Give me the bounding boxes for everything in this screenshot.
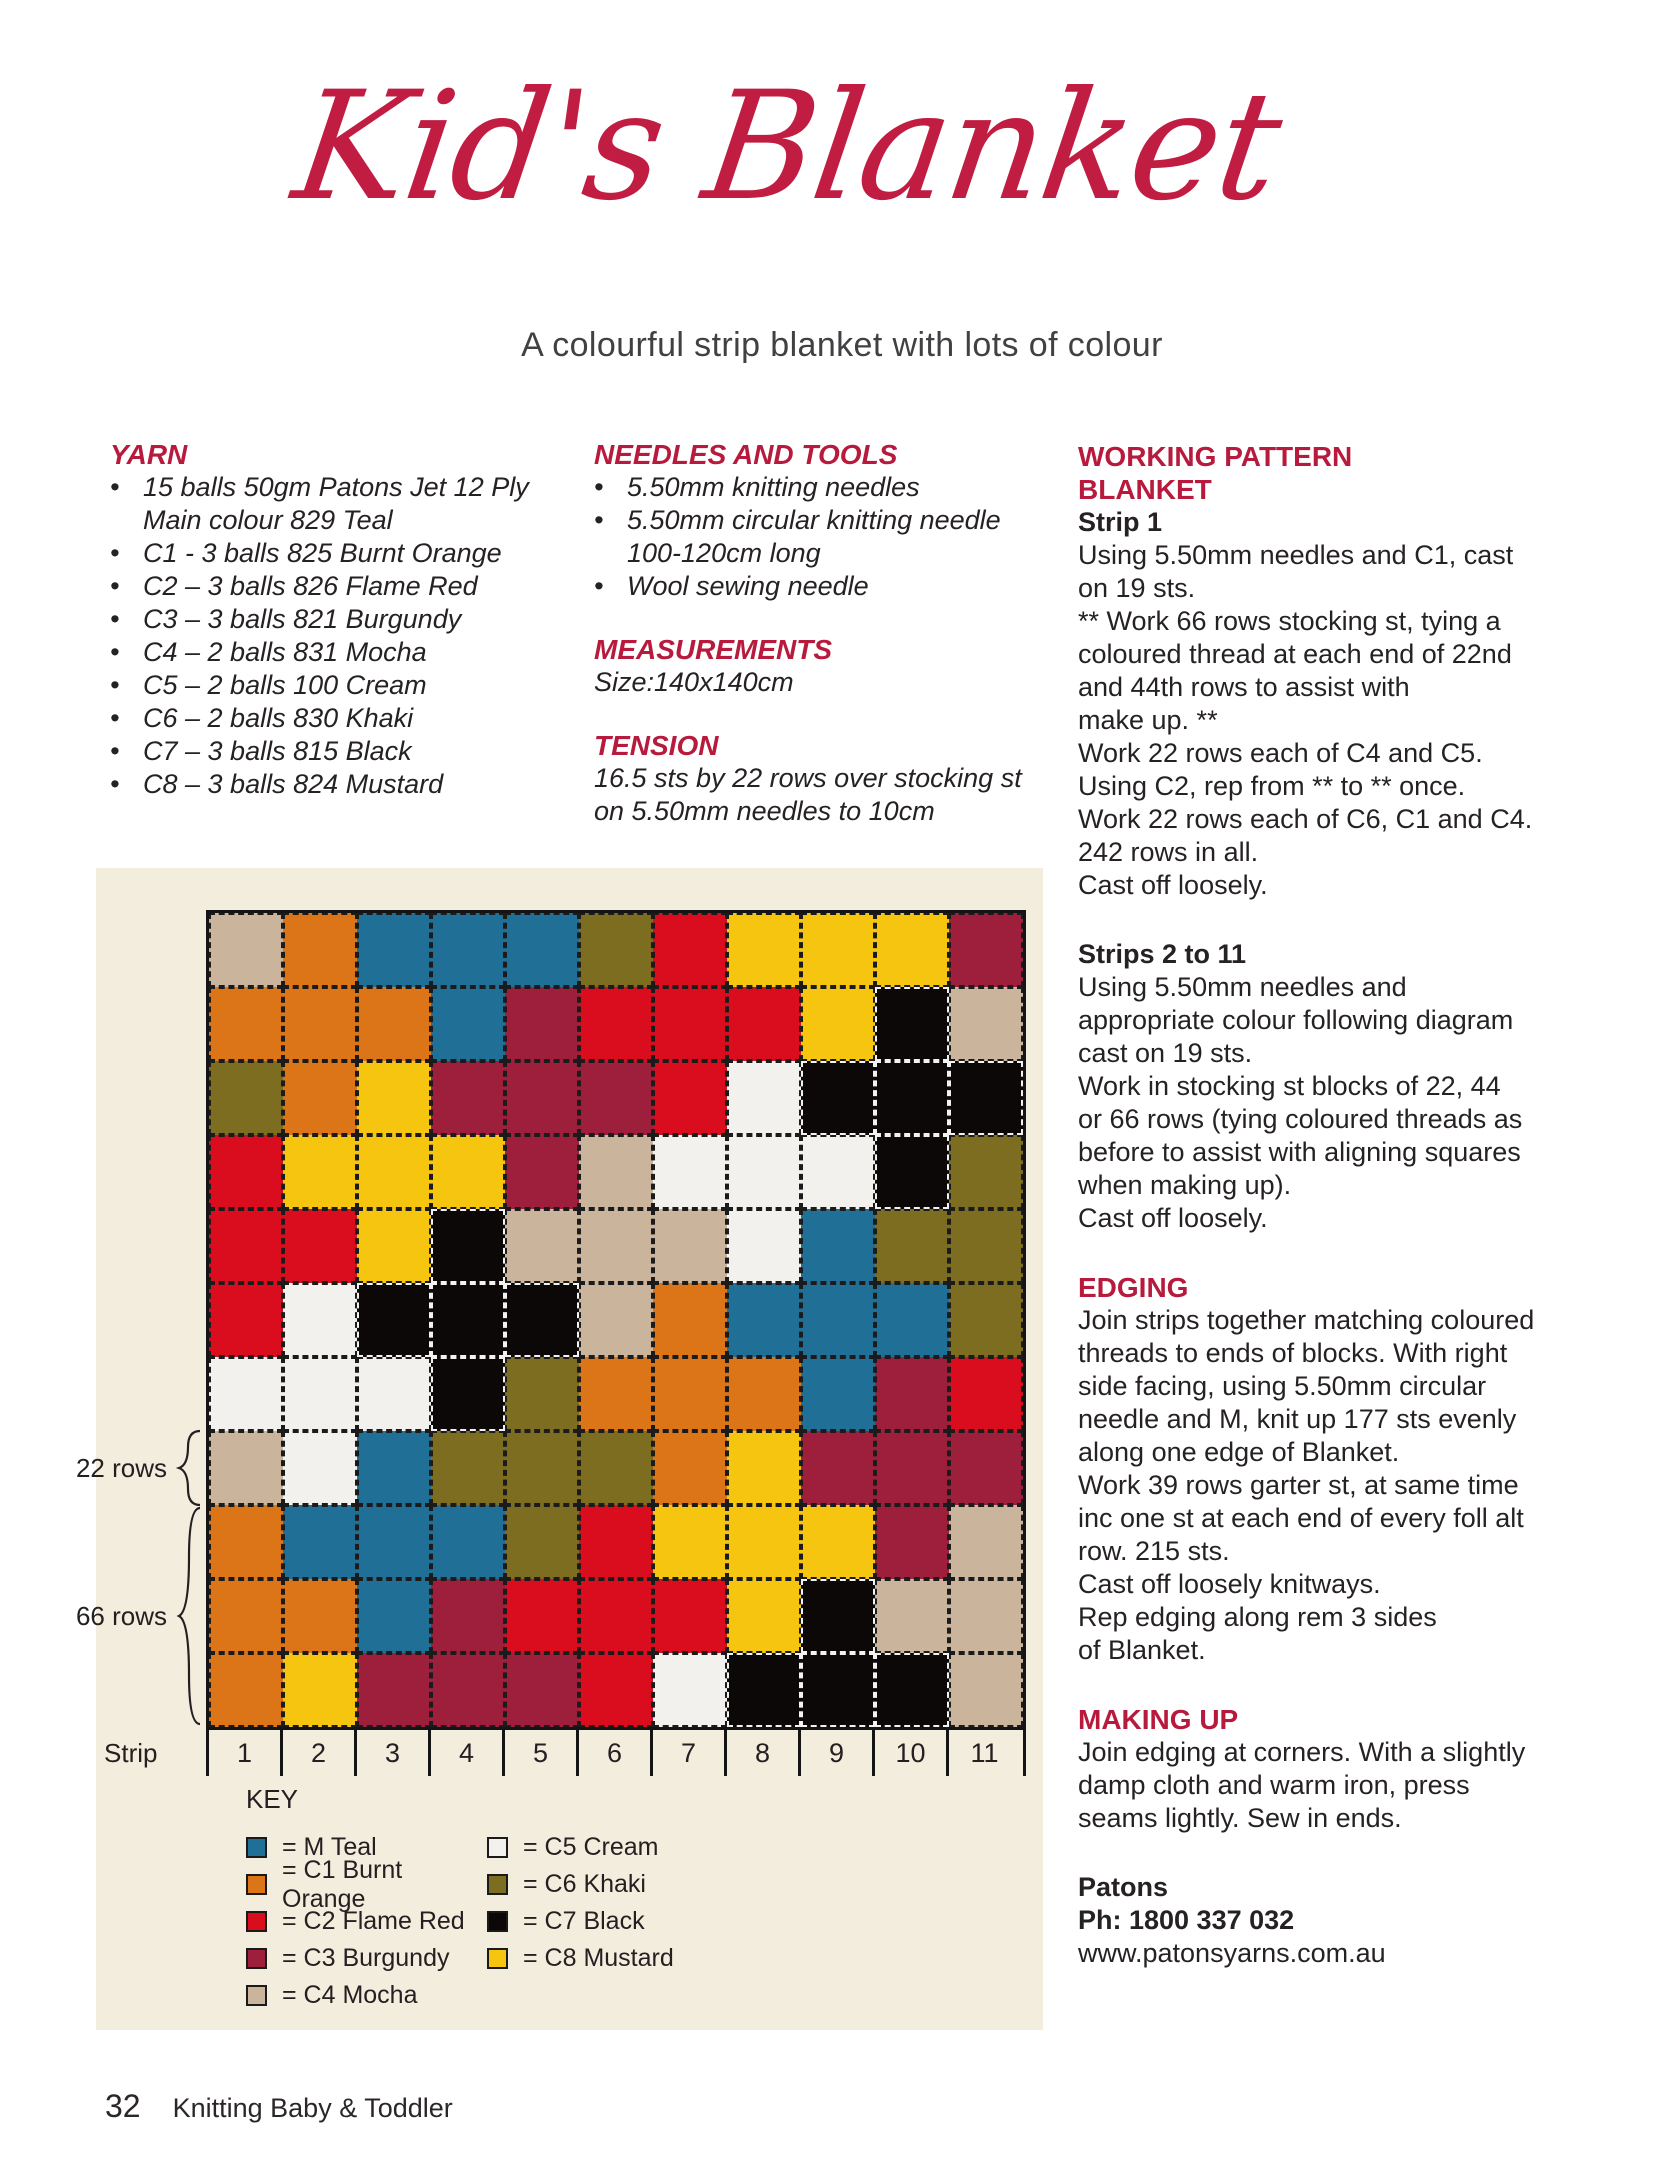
grid-cell	[579, 1579, 653, 1653]
grid-cell	[727, 1505, 801, 1579]
grid-cell	[505, 1431, 579, 1505]
grid-cell	[283, 1431, 357, 1505]
grid-cell	[653, 1283, 727, 1357]
grid-cell	[431, 1579, 505, 1653]
yarn-item	[110, 471, 550, 537]
strip-number: 3	[354, 1730, 428, 1776]
grid-cell	[357, 1135, 431, 1209]
key-swatch	[246, 1985, 267, 2006]
strip-number: 1	[206, 1730, 280, 1776]
key-swatch	[246, 1837, 267, 1858]
grid-cell	[283, 1209, 357, 1283]
text-line: damp cloth and warm iron, press	[1078, 1770, 1470, 1800]
key-title: KEY	[246, 1784, 299, 1814]
grid-cell	[579, 1505, 653, 1579]
key-swatch	[487, 1837, 508, 1858]
grid-cell	[209, 913, 283, 987]
grid-cell	[431, 1135, 505, 1209]
text-line: 16.5 sts by 22 rows over stocking st	[594, 763, 1022, 793]
bullet-glyph: •	[110, 736, 120, 766]
grid-cell	[653, 1579, 727, 1653]
grid-cell	[727, 913, 801, 987]
yarn-item	[110, 735, 550, 768]
yarn-item-text	[143, 537, 550, 570]
grid-cell	[801, 1357, 875, 1431]
grid-cell	[579, 1653, 653, 1727]
grid-cell	[801, 913, 875, 987]
grid-cell	[505, 1357, 579, 1431]
grid-cell	[283, 1653, 357, 1727]
text-line: appropriate colour following diagram	[1078, 1005, 1514, 1035]
grid-cell	[431, 1061, 505, 1135]
grid-cell	[283, 1283, 357, 1357]
key-legend	[246, 1784, 674, 2014]
grid-cell	[431, 913, 505, 987]
text-line: Using C2, rep from ** to ** once.	[1078, 771, 1466, 801]
tension-heading: TENSION	[594, 730, 719, 761]
text-line: row. 215 sts.	[1078, 1536, 1230, 1566]
key-column-2	[487, 1829, 674, 2014]
grid-cell	[801, 1135, 875, 1209]
text-line: seams lightly. Sew in ends.	[1078, 1803, 1402, 1833]
text-line: C7 – 3 balls 815 Black	[143, 736, 412, 766]
grid-cell	[209, 1061, 283, 1135]
measurements-heading: MEASUREMENTS	[594, 634, 833, 665]
grid-cell	[801, 1431, 875, 1505]
grid-cell	[209, 1431, 283, 1505]
strip-number: 8	[724, 1730, 798, 1776]
grid-cell	[949, 1579, 1023, 1653]
grid-cell	[283, 1061, 357, 1135]
yarn-list	[110, 471, 550, 801]
strip-axis	[206, 1730, 1026, 1776]
pattern-heading: WORKING PATTERN	[1078, 441, 1353, 472]
grid-cell	[283, 1357, 357, 1431]
grid-cell	[875, 1505, 949, 1579]
text-line: 100-120cm long	[627, 538, 821, 568]
page-number: 32	[105, 2088, 141, 2124]
text-line: 5.50mm knitting needles	[627, 472, 920, 502]
grid-cell	[949, 1283, 1023, 1357]
text-line: C4 – 2 balls 831 Mocha	[143, 637, 427, 667]
yarn-item-text	[143, 669, 550, 702]
key-label: = C2 Flame Red	[282, 1907, 465, 1935]
grid-cell	[949, 913, 1023, 987]
key-label: = C4 Mocha	[282, 1981, 418, 2009]
needles-item-text	[627, 570, 1074, 603]
key-swatch	[487, 1948, 508, 1969]
pattern-paragraph	[1078, 1304, 1608, 1667]
grid-cell	[949, 1357, 1023, 1431]
text-line: C6 – 2 balls 830 Khaki	[143, 703, 414, 733]
grid-cell	[801, 1061, 875, 1135]
grid-cell	[875, 1283, 949, 1357]
contact-block	[1078, 1871, 1608, 1970]
needles-item	[594, 471, 1074, 504]
section-gap	[1078, 1667, 1608, 1703]
needles-item	[594, 504, 1074, 570]
key-entry	[246, 1940, 487, 1977]
bullet-glyph: •	[110, 538, 120, 568]
grid-cell	[505, 1579, 579, 1653]
grid-cell	[209, 1283, 283, 1357]
yarn-item-text	[143, 603, 550, 636]
rows-66-label: 66 rows	[75, 1600, 167, 1631]
key-label: = C8 Mustard	[523, 1944, 674, 1972]
key-label: = C1 Burnt Orange	[282, 1855, 403, 1913]
key-label: = C7 Black	[523, 1907, 645, 1935]
grid-cell	[727, 1061, 801, 1135]
text-line: C5 – 2 balls 100 Cream	[143, 670, 427, 700]
text-line: or 66 rows (tying coloured threads as	[1078, 1104, 1523, 1134]
grid-cell	[209, 1579, 283, 1653]
yarn-section	[110, 438, 550, 801]
key-label: = M Teal	[282, 1833, 377, 1861]
text-line: C2 – 3 balls 826 Flame Red	[143, 571, 478, 601]
text-line: Cast off loosely.	[1078, 870, 1268, 900]
grid-cell	[949, 1135, 1023, 1209]
yarn-item-text	[143, 636, 550, 669]
grid-cell	[653, 1209, 727, 1283]
grid-cell	[357, 1653, 431, 1727]
grid-cell	[431, 1505, 505, 1579]
grid-cell	[505, 913, 579, 987]
grid-cell	[653, 987, 727, 1061]
grid-cell	[727, 987, 801, 1061]
bullet-glyph: •	[110, 703, 120, 733]
grid-cell	[283, 1505, 357, 1579]
text-line: along one edge of Blanket.	[1078, 1437, 1400, 1467]
strip-number: 4	[428, 1730, 502, 1776]
grid-cell	[801, 1283, 875, 1357]
text-line: Main colour 829 Teal	[143, 505, 393, 535]
key-swatch	[246, 1874, 267, 1895]
key-entry	[246, 1855, 487, 1913]
needles-item	[594, 570, 1074, 603]
yarn-item	[110, 768, 550, 801]
grid-cell	[653, 1431, 727, 1505]
pattern-paragraph	[1078, 539, 1608, 902]
bullet-glyph: •	[594, 571, 604, 601]
grid-cell	[949, 1209, 1023, 1283]
text-line: Rep edging along rem 3 sides	[1078, 1602, 1437, 1632]
pattern-paragraph	[1078, 971, 1608, 1235]
text-line: Ph: 1800 337 032	[1078, 1905, 1295, 1935]
grid-cell	[875, 987, 949, 1061]
text-line: needle and M, knit up 177 sts evenly	[1078, 1404, 1517, 1434]
key-swatch	[487, 1911, 508, 1932]
grid-cell	[505, 1135, 579, 1209]
page-footer	[105, 2088, 453, 2125]
brace-22-rows-icon	[176, 1428, 202, 1508]
text-line: Cast off loosely knitways.	[1078, 1569, 1381, 1599]
text-line: before to assist with aligning squares	[1078, 1137, 1521, 1167]
text-line: C1 - 3 balls 825 Burnt Orange	[143, 538, 502, 568]
grid-cell	[727, 1209, 801, 1283]
text-line: 15 balls 50gm Patons Jet 12 Ply	[143, 472, 529, 502]
key-column-1	[246, 1829, 487, 2014]
grid-cell	[579, 913, 653, 987]
strip-number: 9	[798, 1730, 872, 1776]
grid-cell	[727, 1579, 801, 1653]
key-entry	[487, 1940, 674, 1977]
text-line: Using 5.50mm needles and C1, cast	[1078, 540, 1514, 570]
strip-axis-label: Strip	[104, 1737, 158, 1768]
grid-cell	[209, 987, 283, 1061]
text-line: coloured thread at each end of 22nd	[1078, 639, 1512, 669]
grid-cell	[949, 1061, 1023, 1135]
grid-cell	[357, 913, 431, 987]
text-line: cast on 19 sts.	[1078, 1038, 1253, 1068]
bullet-glyph: •	[110, 472, 120, 502]
text-line: 5.50mm circular knitting needle	[627, 505, 1001, 535]
strip-number: 6	[576, 1730, 650, 1776]
grid-cell	[357, 1209, 431, 1283]
grid-cell	[357, 1431, 431, 1505]
key-swatch	[246, 1911, 267, 1932]
text-line: make up. **	[1078, 705, 1218, 735]
bullet-glyph: •	[594, 472, 604, 502]
text-line: on 19 sts.	[1078, 573, 1196, 603]
yarn-item-text	[143, 768, 550, 801]
publication-name: Knitting Baby & Toddler	[172, 2093, 453, 2123]
yarn-item-text	[143, 735, 550, 768]
grid-cell	[579, 987, 653, 1061]
page-title: Kid's Blanket	[284, 60, 1290, 234]
grid-cell	[357, 1579, 431, 1653]
yarn-item-text	[143, 570, 550, 603]
grid-cell	[357, 1357, 431, 1431]
grid-cell	[579, 1135, 653, 1209]
strip-number: 10	[872, 1730, 946, 1776]
section-gap	[1078, 1835, 1608, 1871]
grid-cell	[283, 913, 357, 987]
text-line: Join edging at corners. With a slightly	[1078, 1737, 1526, 1767]
grid-cell	[431, 1653, 505, 1727]
grid-cell	[875, 1653, 949, 1727]
grid-cell	[801, 1579, 875, 1653]
grid-cell	[875, 1209, 949, 1283]
grid-cell	[357, 1283, 431, 1357]
text-line: Using 5.50mm needles and	[1078, 972, 1407, 1002]
grid-cell	[653, 1505, 727, 1579]
pattern-heading: BLANKET	[1078, 474, 1212, 505]
key-entry	[246, 1903, 487, 1940]
blanket-chart-grid	[206, 910, 1026, 1730]
key-label: = C5 Cream	[523, 1833, 659, 1861]
grid-cell	[949, 987, 1023, 1061]
section-gap	[1078, 1235, 1608, 1271]
text-line: on 5.50mm needles to 10cm	[594, 796, 935, 826]
grid-cell	[727, 1431, 801, 1505]
grid-cell	[357, 1061, 431, 1135]
grid-cell	[727, 1283, 801, 1357]
text-line: C3 – 3 balls 821 Burgundy	[143, 604, 462, 634]
grid-cell	[505, 987, 579, 1061]
yarn-item-text	[143, 471, 550, 537]
text-line: Work 22 rows each of C6, C1 and C4.	[1078, 804, 1533, 834]
bullet-glyph: •	[110, 769, 120, 799]
key-entry	[487, 1903, 674, 1940]
strip-number: 7	[650, 1730, 724, 1776]
needles-section	[594, 438, 1074, 828]
text-line: 242 rows in all.	[1078, 837, 1259, 867]
rows-annotation-22	[75, 1428, 202, 1508]
needles-item-text	[627, 471, 1074, 504]
key-entry	[487, 1829, 674, 1866]
grid-cell	[209, 1135, 283, 1209]
grid-cell	[727, 1653, 801, 1727]
text-line: www.patonsyarns.com.au	[1078, 1938, 1386, 1968]
pattern-heading: EDGING	[1078, 1272, 1189, 1303]
grid-cell	[801, 1505, 875, 1579]
page-subtitle: A colourful strip blanket with lots of colour	[521, 326, 1163, 364]
key-label: = C6 Khaki	[523, 1870, 646, 1898]
grid-cell	[283, 987, 357, 1061]
grid-cell	[579, 1209, 653, 1283]
grid-cell	[579, 1431, 653, 1505]
grid-cell	[357, 1505, 431, 1579]
pattern-subheading: Strips 2 to 11	[1078, 939, 1247, 969]
grid-cell	[875, 1431, 949, 1505]
grid-cell	[949, 1431, 1023, 1505]
grid-cell	[431, 1209, 505, 1283]
yarn-item	[110, 537, 550, 570]
grid-cell	[653, 1061, 727, 1135]
grid-cell	[209, 1505, 283, 1579]
grid-cell	[875, 1061, 949, 1135]
grid-cell	[209, 1653, 283, 1727]
grid-cell	[801, 987, 875, 1061]
bullet-glyph: •	[110, 637, 120, 667]
text-line: C8 – 3 balls 824 Mustard	[143, 769, 444, 799]
pattern-heading: MAKING UP	[1078, 1704, 1239, 1735]
grid-cell	[357, 987, 431, 1061]
text-line: Work 39 rows garter st, at same time	[1078, 1470, 1519, 1500]
grid-cell	[505, 1505, 579, 1579]
needles-heading: NEEDLES AND TOOLS	[594, 439, 898, 470]
text-line: Patons	[1078, 1872, 1169, 1902]
grid-cell	[727, 1135, 801, 1209]
section-gap	[1078, 902, 1608, 938]
text-line: when making up).	[1078, 1170, 1292, 1200]
grid-cell	[283, 1135, 357, 1209]
yarn-item-text	[143, 702, 550, 735]
bullet-glyph: •	[110, 670, 120, 700]
grid-cell	[283, 1579, 357, 1653]
grid-cell	[653, 1653, 727, 1727]
text-line: of Blanket.	[1078, 1635, 1206, 1665]
measurements-text: Size:140x140cm	[594, 667, 794, 697]
grid-cell	[653, 913, 727, 987]
rows-22-label: 22 rows	[75, 1452, 167, 1483]
key-swatch	[487, 1874, 508, 1895]
grid-cell	[579, 1061, 653, 1135]
grid-cell	[875, 1357, 949, 1431]
grid-cell	[209, 1209, 283, 1283]
text-line: ** Work 66 rows stocking st, tying a	[1078, 606, 1501, 636]
text-line: Join strips together matching coloured	[1078, 1305, 1535, 1335]
yarn-item	[110, 702, 550, 735]
bullet-glyph: •	[594, 505, 604, 535]
grid-cell	[431, 987, 505, 1061]
grid-cell	[505, 1653, 579, 1727]
grid-cell	[801, 1653, 875, 1727]
text-line: Cast off loosely.	[1078, 1203, 1268, 1233]
grid-cell	[949, 1505, 1023, 1579]
text-line: Work in stocking st blocks of 22, 44	[1078, 1071, 1501, 1101]
grid-cell	[727, 1357, 801, 1431]
text-line: Wool sewing needle	[627, 571, 869, 601]
grid-cell	[431, 1283, 505, 1357]
text-line: inc one st at each end of every foll alt	[1078, 1503, 1524, 1533]
grid-cell	[579, 1357, 653, 1431]
yarn-item	[110, 570, 550, 603]
text-line: side facing, using 5.50mm circular	[1078, 1371, 1487, 1401]
strip-number: 11	[946, 1730, 1020, 1776]
strip-number: 2	[280, 1730, 354, 1776]
brace-66-rows-icon	[176, 1505, 202, 1727]
key-label: = C3 Burgundy	[282, 1944, 450, 1972]
needles-list	[594, 471, 1074, 603]
grid-cell	[653, 1357, 727, 1431]
bullet-glyph: •	[110, 571, 120, 601]
text-line: Work 22 rows each of C4 and C5.	[1078, 738, 1483, 768]
working-pattern-section	[1078, 440, 1608, 1970]
pattern-paragraph	[1078, 1736, 1608, 1835]
grid-cell	[653, 1135, 727, 1209]
text-line: threads to ends of blocks. With right	[1078, 1338, 1508, 1368]
diagram-panel	[75, 868, 1043, 2030]
grid-cell	[431, 1357, 505, 1431]
grid-cell	[505, 1061, 579, 1135]
grid-cell	[579, 1283, 653, 1357]
grid-cell	[875, 1579, 949, 1653]
grid-cell	[209, 1357, 283, 1431]
grid-cell	[431, 1431, 505, 1505]
strip-number: 5	[502, 1730, 576, 1776]
yarn-item	[110, 669, 550, 702]
grid-cell	[505, 1283, 579, 1357]
key-swatch	[246, 1948, 267, 1969]
grid-cell	[505, 1209, 579, 1283]
tension-text	[594, 762, 1074, 828]
rows-annotation-66	[75, 1505, 202, 1727]
bullet-glyph: •	[110, 604, 120, 634]
yarn-heading: YARN	[110, 439, 188, 470]
text-line: and 44th rows to assist with	[1078, 672, 1410, 702]
yarn-item	[110, 603, 550, 636]
key-entry	[487, 1866, 674, 1903]
yarn-item	[110, 636, 550, 669]
key-entry	[246, 1977, 487, 2014]
needles-item-text	[627, 504, 1074, 570]
grid-cell	[875, 1135, 949, 1209]
grid-cell	[801, 1209, 875, 1283]
grid-cell	[949, 1653, 1023, 1727]
grid-cell	[875, 913, 949, 987]
pattern-subheading: Strip 1	[1078, 507, 1163, 537]
